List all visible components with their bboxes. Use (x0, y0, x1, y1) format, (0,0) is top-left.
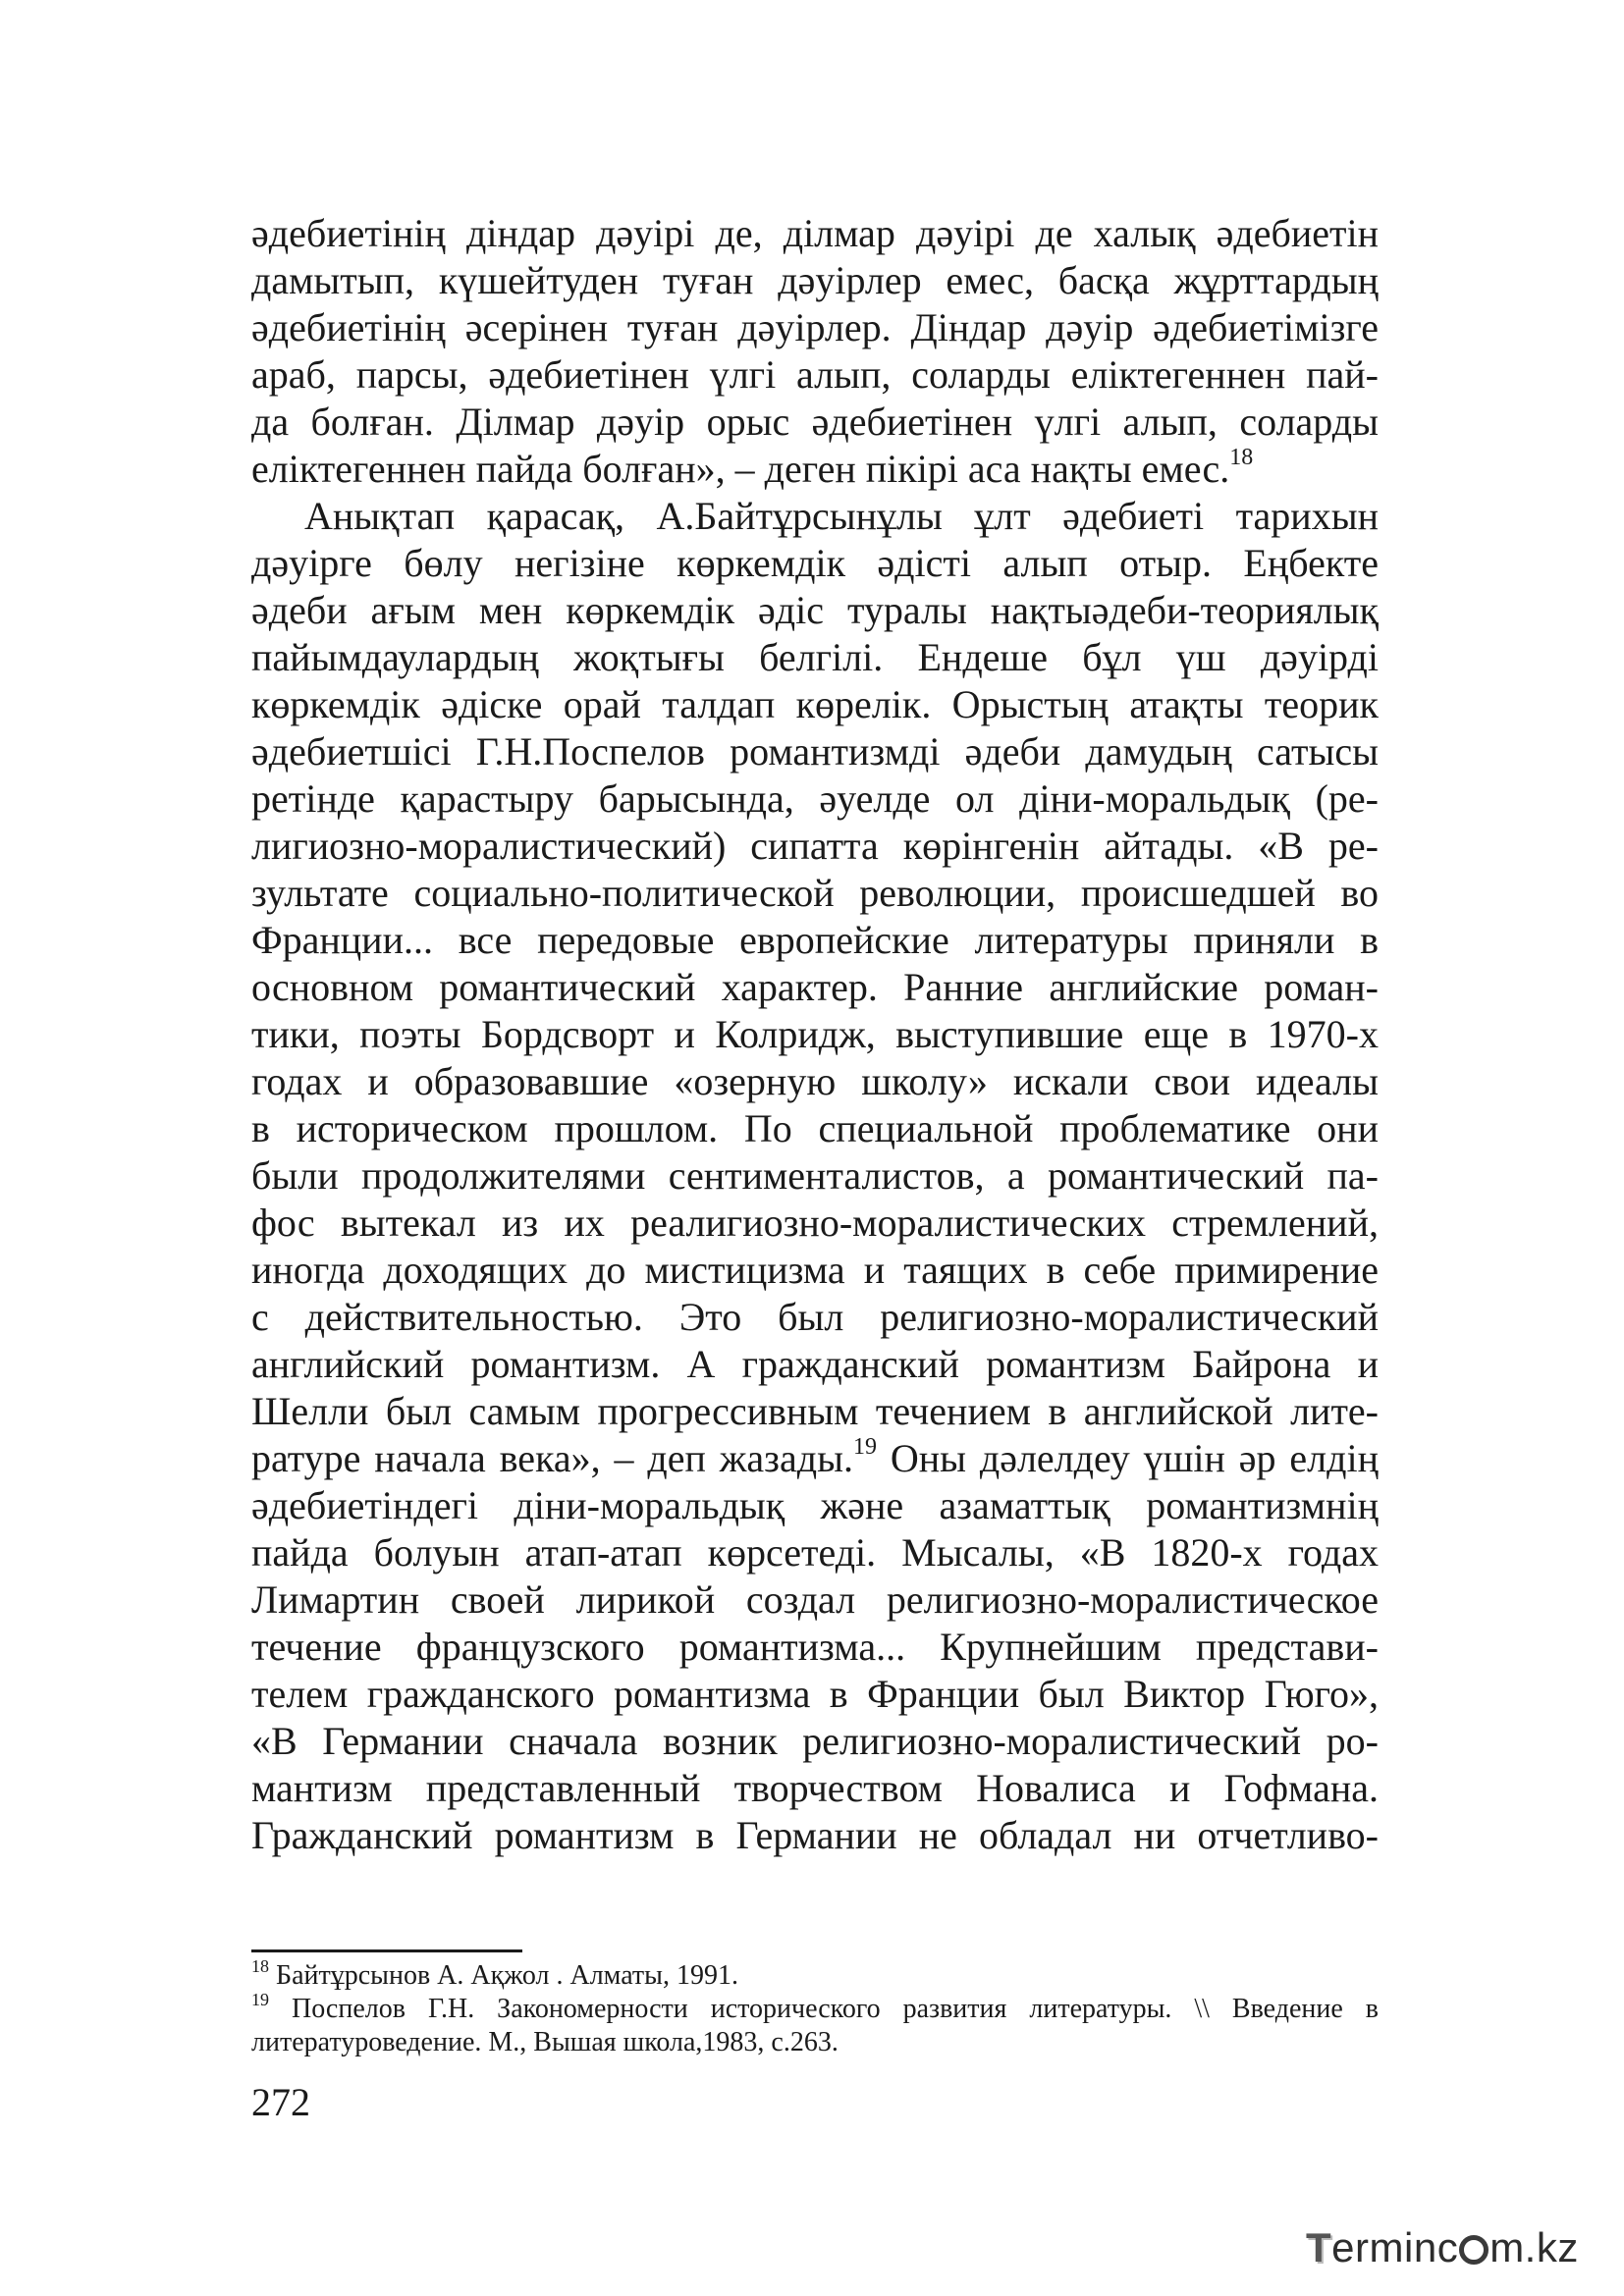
body-line-text: ратуре начала века», – деп жазады. (251, 1436, 853, 1480)
body-line: Гражданский романтизм в Германии не обладал ни отчетливо- (251, 1813, 1379, 1857)
body-line: әдеби ағым мен көркемдік әдіс туралы нақтыәдеби-теориялық (251, 588, 1379, 632)
page-number: 272 (251, 2080, 310, 2124)
body-line: основном романтический характер. Ранние английские роман- (251, 965, 1379, 1009)
body-line: зультате социально-политической революции, происшедшей во (251, 871, 1379, 915)
body-line: көркемдік әдіске орай талдап көрелік. Орыстың атақты теорик (251, 682, 1379, 726)
body-line: «В Германии сначала возник религиозно-моралистический ро- (251, 1719, 1379, 1763)
body-line: с действительностью. Это был религиозно-моралистический (251, 1295, 1379, 1339)
body-line (251, 446, 1379, 493)
footnote-number: 18 (251, 1955, 269, 1976)
body-line: фос вытекал из их реалигиозно-моралистических стремлений, (251, 1201, 1379, 1245)
watermark-text: m.kz (1489, 2224, 1579, 2270)
watermark-t: T (1306, 2224, 1332, 2270)
watermark-o-icon (1459, 2235, 1489, 2265)
body-line: английский романтизм. А гражданский романтизм Байрона и (251, 1342, 1379, 1386)
body-line: ретінде қарастыру барысында, әуелде ол діни-моральдық (ре- (251, 776, 1379, 821)
body-line: пайда болуын атап-атап көрсетеді. Мысалы, «В 1820-х годах (251, 1530, 1379, 1575)
footnote-number: 19 (251, 1989, 269, 2009)
body-line: Шелли был самым прогрессивным течением в английской лите- (251, 1389, 1379, 1433)
body-line: да болған. Ділмар дәуір орыс әдебиетінен үлгі алып, соларды (251, 400, 1379, 444)
footnote-18 (251, 1955, 1379, 1993)
body-line: әдебиетшісі Г.Н.Поспелов романтизмді әдеби дамудың сатысы (251, 729, 1379, 774)
body-line: Анықтап қарасақ, А.Байтұрсынұлы ұлт әдебиеті тарихын (304, 494, 1379, 538)
body-line: дамытып, күшейтуден туған дәуірлер емес, басқа жұрттардың (251, 258, 1379, 302)
footnote-divider (251, 1949, 522, 1952)
body-line: в историческом прошлом. По специальной проблематике они (251, 1106, 1379, 1150)
body-line: годах и образовавшие «озерную школу» искали свои идеалы (251, 1059, 1379, 1103)
body-line: иногда доходящих до мистицизма и таящих в себе примирение (251, 1248, 1379, 1292)
body-line: течение французского романтизма... Крупнейшим представи- (251, 1625, 1379, 1669)
termincom-watermark (1306, 2223, 1579, 2272)
footnote-ref: 18 (1229, 444, 1254, 470)
body-line: телем гражданского романтизма в Франции был Виктор Гюго», (251, 1672, 1379, 1716)
body-line: дәуірге бөлу негізіне көркемдік әдісті алып отыр. Еңбекте (251, 541, 1379, 585)
body-line: араб, парсы, әдебиетінен үлгі алып, соларды еліктегеннен пай- (251, 352, 1379, 397)
body-line-text: Оны дәлелдеу үшін әр елдің (890, 1436, 1380, 1480)
body-line: тики, поэты Бордсворт и Колридж, выступившие еще в 1970-х (251, 1012, 1379, 1056)
footnote-19-continued: литературоведение. М., Вышая школа,1983, с.263. (251, 2027, 839, 2057)
body-line: әдебиетінің әсерінен туған дәуірлер. Діндар дәуір әдебиетімізге (251, 305, 1379, 349)
body-line (251, 1435, 1379, 1482)
footnote-text: Поспелов Г.Н. Закономерности исторического развития литературы. \\ Введение в (292, 1994, 1380, 2024)
watermark-text: c (1436, 2224, 1459, 2270)
footnote-19 (251, 1989, 1380, 2026)
footnote-ref: 19 (852, 1433, 877, 1460)
body-line: были продолжителями сентименталистов, а романтический па- (251, 1153, 1379, 1198)
body-line: лигиозно-моралистический) сипатта көрінгенін айтады. «В ре- (251, 824, 1379, 868)
watermark-text: ermin (1331, 2224, 1437, 2270)
body-line: әдебиетіндегі діни-моральдық және азаматтық романтизмнің (251, 1483, 1379, 1527)
body-line: Лимартин своей лирикой создал религиозно-моралистическое (251, 1577, 1379, 1622)
body-line: мантизм представленный творчеством Новалиса и Гофмана. (251, 1766, 1379, 1810)
body-line: әдебиетінің діндар дәуірі де, ділмар дәуірі де халық әдебиетін (251, 211, 1379, 255)
footnote-text: Байтұрсынов А. Ақжол . Алматы, 1991. (276, 1960, 738, 1991)
body-line: пайымдаулардың жоқтығы белгілі. Ендеше бұл үш дәуірді (251, 635, 1379, 679)
body-line: Франции... все передовые европейские литературы приняли в (251, 918, 1379, 962)
body-line-text: еліктегеннен пайда болған», – деген пікірі аса нақты емес. (251, 447, 1230, 491)
